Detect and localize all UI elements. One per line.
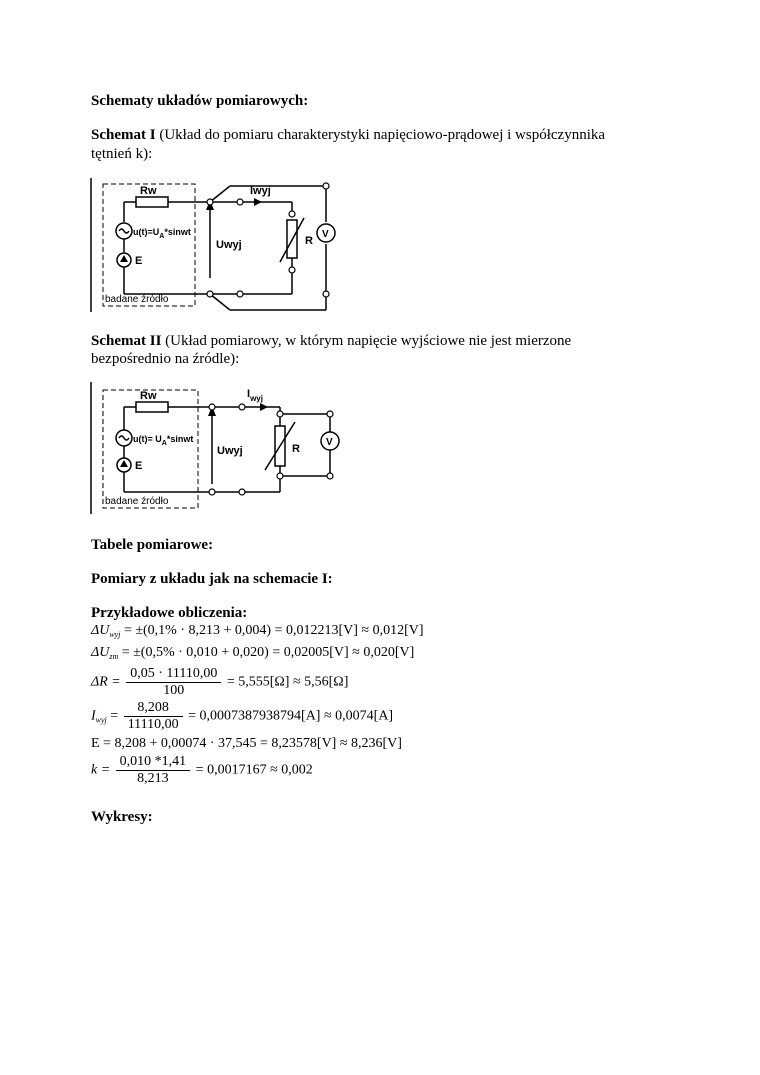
equation-iwyj: $I_{wyj}$ = $\frac{8,208}{11110,00}$ = 0,0007387938794[A] ≈ 0,0074[A] xyxy=(91,700,394,732)
tabele-heading: Tabele pomiarowe: xyxy=(91,537,214,553)
wykresy-heading: Wykresy: xyxy=(91,809,153,825)
box-label: badane źródło xyxy=(105,496,169,507)
schemat1-desc-line1: (Układ do pomiaru charakterystyki napięciowo-prądowej i współczynnika xyxy=(155,127,606,143)
uwyj-label: Uwyj xyxy=(216,239,242,251)
schemat2-desc-line1: (Układ pomiarowy, w którym napięcie wyjściowe nie jest mierzone xyxy=(161,333,572,349)
schemat1-diagram xyxy=(90,178,350,314)
iwyj-label: $I_{wyj}$ xyxy=(247,388,263,403)
r-label: R xyxy=(292,443,300,455)
e-label: E xyxy=(135,255,143,267)
page-heading: Schematy układów pomiarowych: xyxy=(91,93,309,109)
pomiary-heading: Pomiary z układu jak na schemacie I: xyxy=(91,571,333,587)
rw-label: Rw xyxy=(140,390,157,402)
uwyj-label: Uwyj xyxy=(217,445,243,457)
schemat2-description xyxy=(91,332,571,350)
fraction: $\frac{8,208}{11110,00}$ xyxy=(124,700,183,733)
v-label: V xyxy=(326,437,333,448)
fraction: $\frac{0,010 *1,41}{8,213}$ xyxy=(116,754,191,787)
fraction: $\frac{0,05 \cdot 11110,00}{100}$ xyxy=(126,666,221,699)
equation-delta-uzm: $\Delta U_{zm} = \pm(0,5\% \cdot 0,010 + 0,020) = 0,02005[V] \approx 0,020[V]$ xyxy=(91,645,415,661)
equation-delta-r: ΔR = $\frac{0,05 \cdot 11110,00}{100}$ = 5,555[Ω] ≈ 5,56[Ω] xyxy=(91,666,349,698)
schemat2-desc-line2: bezpośrednio na źródle): xyxy=(91,351,240,367)
r-label: R xyxy=(305,235,313,247)
rw-resistor xyxy=(136,197,168,207)
source-label: $u(t)= U_A*sinwt$ xyxy=(133,434,194,447)
source-label: $u(t)=U_A*sinwt$ xyxy=(133,227,191,240)
v-label: V xyxy=(322,229,329,240)
equation-e: E = 8,208 + 0,00074 · 37,545 = 8,23578[V] ≈ 8,236[V] xyxy=(91,736,402,751)
schemat1-desc-line2: tętnień k): xyxy=(91,146,153,162)
schemat2-diagram xyxy=(90,382,440,516)
e-label: E xyxy=(135,460,143,472)
box-label: badane źródło xyxy=(105,294,169,305)
equation-delta-uwyj: $\Delta U_{wyj} = \pm(0,1\% \cdot 8,213 + 0,004) = 0,012213[V] \approx 0,012[V]$ xyxy=(91,623,424,639)
schemat1-title: Schemat I xyxy=(91,127,156,143)
iwyj-label: Iwyj xyxy=(250,185,271,197)
schemat2-title: Schemat II xyxy=(91,333,162,349)
rw-label: Rw xyxy=(140,185,157,197)
obliczenia-heading: Przykładowe obliczenia: xyxy=(91,605,248,621)
schemat1-description xyxy=(91,126,605,144)
rw-resistor xyxy=(136,402,168,412)
equation-k: k = $\frac{0,010 *1,41}{8,213}$ = 0,0017167 ≈ 0,002 xyxy=(91,754,313,786)
